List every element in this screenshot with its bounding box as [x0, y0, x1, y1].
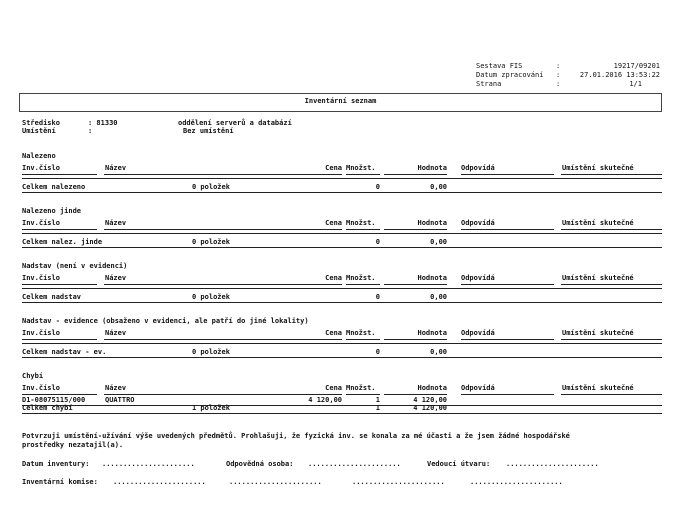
separator	[22, 247, 662, 248]
underline	[104, 229, 342, 230]
section-heading: Nalezeno	[22, 152, 56, 160]
col-hodnota: Hodnota	[417, 274, 447, 282]
meta-colon: :	[556, 80, 561, 88]
komise-label: Inventární komise:	[22, 478, 98, 486]
datum-inventury-field: ......................	[102, 460, 195, 468]
underline	[384, 174, 447, 175]
col-cena: Cena	[325, 384, 342, 392]
stredisko-name: oddělení serverů a databází	[178, 119, 292, 127]
odpovedna-osoba-label: Odpovědná osoba:	[226, 460, 294, 468]
col-mnozst: Množst.	[346, 384, 376, 392]
total-label: Celkem nadstav - ev.	[22, 348, 107, 356]
section-heading: Chybí	[22, 372, 44, 380]
col-hodnota: Hodnota	[417, 164, 447, 172]
komise-field-4: ......................	[470, 478, 563, 486]
underline	[346, 339, 380, 340]
section-heading: Nadstav (není v evidenci)	[22, 262, 128, 270]
underline	[346, 394, 380, 395]
col-hodnota: Hodnota	[417, 219, 447, 227]
col-inv: Inv.číslo	[22, 384, 60, 392]
total-label: Celkem nalez. jinde	[22, 238, 103, 246]
underline	[104, 284, 342, 285]
komise-field-2: ......................	[229, 478, 322, 486]
col-inv: Inv.číslo	[22, 219, 60, 227]
col-mnozst: Množst.	[346, 219, 376, 227]
total-value: 0,00	[430, 183, 447, 191]
row-nazev: QUATTRO	[105, 396, 135, 404]
row-cena: 4 120,00	[308, 396, 342, 404]
col-nazev: Název	[105, 384, 127, 392]
row-hodnota: 4 120,00	[413, 396, 447, 404]
underline	[384, 229, 447, 230]
underline	[384, 284, 447, 285]
datum-value: 27.01.2016 13:53:22	[579, 71, 660, 79]
col-cena: Cena	[325, 219, 342, 227]
separator	[22, 233, 662, 234]
col-odpovida: Odpovídá	[461, 329, 495, 337]
col-cena: Cena	[325, 164, 342, 172]
separator	[22, 357, 662, 358]
col-mnozst: Množst.	[346, 329, 376, 337]
underline	[561, 174, 662, 175]
separator	[22, 413, 662, 414]
underline	[22, 229, 97, 230]
total-count: 0 položek	[192, 348, 230, 356]
komise-field-1: ......................	[113, 478, 206, 486]
col-inv: Inv.číslo	[22, 329, 60, 337]
col-hodnota: Hodnota	[417, 384, 447, 392]
sestava-label: Sestava FIS	[476, 62, 523, 70]
col-hodnota: Hodnota	[417, 329, 447, 337]
vedouci-utvaru-field: ......................	[506, 460, 599, 468]
col-mnozst: Množst.	[346, 164, 376, 172]
underline	[561, 339, 662, 340]
underline	[461, 284, 554, 285]
col-inv: Inv.číslo	[22, 164, 60, 172]
meta-colon: :	[556, 71, 561, 79]
strana-value: 1/1	[629, 80, 642, 88]
umisteni-label: Umístění	[22, 127, 56, 135]
row-mnozst: 1	[375, 396, 380, 404]
underline	[22, 339, 97, 340]
col-cena: Cena	[325, 329, 342, 337]
col-inv: Inv.číslo	[22, 274, 60, 282]
underline	[22, 394, 97, 395]
col-nazev: Název	[105, 329, 127, 337]
underline	[104, 174, 342, 175]
col-nazev: Název	[105, 274, 127, 282]
underline	[104, 339, 342, 340]
sestava-value: 19217/09201	[613, 62, 660, 70]
total-count: 0 položek	[192, 238, 230, 246]
vedouci-utvaru-label: Vedoucí útvaru:	[427, 460, 491, 468]
underline	[346, 229, 380, 230]
underline	[384, 394, 447, 395]
col-nazev: Název	[105, 219, 127, 227]
row-inv: D1-08075115/000	[22, 396, 86, 404]
total-value: 0,00	[430, 348, 447, 356]
separator	[22, 178, 662, 179]
page-title: Inventární seznam	[304, 97, 377, 105]
underline	[561, 394, 662, 395]
col-cena: Cena	[325, 274, 342, 282]
total-qty: 0	[375, 348, 380, 356]
separator	[22, 192, 662, 193]
underline	[461, 394, 554, 395]
odpovedna-osoba-field: ......................	[308, 460, 401, 468]
strana-label: Strana	[476, 80, 502, 88]
datum-label: Datum zpracování	[476, 71, 544, 79]
total-qty: 0	[375, 293, 380, 301]
col-umisteni: Umístění skutečné	[562, 219, 634, 227]
col-odpovida: Odpovídá	[461, 164, 495, 172]
underline	[22, 284, 97, 285]
confirm-text-cont: prostředky nezatajil(a).	[22, 441, 124, 449]
meta-colon: :	[556, 62, 561, 70]
separator	[22, 288, 662, 289]
underline	[561, 284, 662, 285]
col-mnozst: Množst.	[346, 274, 376, 282]
col-umisteni: Umístění skutečné	[562, 384, 634, 392]
total-count: 0 položek	[192, 183, 230, 191]
col-odpovida: Odpovídá	[461, 274, 495, 282]
total-qty: 0	[375, 238, 380, 246]
underline	[384, 339, 447, 340]
komise-field-3: ......................	[352, 478, 445, 486]
total-count: 1 položek	[192, 404, 230, 412]
datum-inventury-label: Datum inventury:	[22, 460, 90, 468]
total-qty: 0	[375, 183, 380, 191]
section-heading: Nalezeno jinde	[22, 207, 82, 215]
total-value: 4 120,00	[413, 404, 447, 412]
col-odpovida: Odpovídá	[461, 384, 495, 392]
section-heading: Nadstav - evidence (obsaženo v evidenci, ale patří do jiné lokality)	[22, 317, 309, 325]
underline	[461, 339, 554, 340]
confirm-text: Potvrzuji umístění-užívání výše uvedených předmětů. Prohlašuji, že fyzická inv. se konala za mé účasti a že jsem žádné hospodářské	[22, 432, 570, 440]
total-value: 0,00	[430, 293, 447, 301]
underline	[346, 284, 380, 285]
total-value: 0,00	[430, 238, 447, 246]
total-label: Celkem nadstav	[22, 293, 82, 301]
underline	[461, 174, 554, 175]
total-label: Celkem nalezeno	[22, 183, 86, 191]
separator	[22, 405, 662, 406]
col-umisteni: Umístění skutečné	[562, 329, 634, 337]
underline	[22, 174, 97, 175]
separator	[22, 302, 662, 303]
total-label: Celkem chybí	[22, 404, 73, 412]
total-qty: 1	[375, 404, 380, 412]
stredisko-code: : 81330	[88, 119, 118, 127]
col-umisteni: Umístění skutečné	[562, 164, 634, 172]
underline	[104, 394, 342, 395]
separator	[22, 343, 662, 344]
underline	[561, 229, 662, 230]
umisteni-colon: :	[88, 127, 93, 135]
col-umisteni: Umístění skutečné	[562, 274, 634, 282]
underline	[346, 174, 380, 175]
col-nazev: Název	[105, 164, 127, 172]
total-count: 0 položek	[192, 293, 230, 301]
underline	[461, 229, 554, 230]
stredisko-label: Středisko	[22, 119, 60, 127]
umisteni-value: Bez umístění	[183, 127, 234, 135]
col-odpovida: Odpovídá	[461, 219, 495, 227]
